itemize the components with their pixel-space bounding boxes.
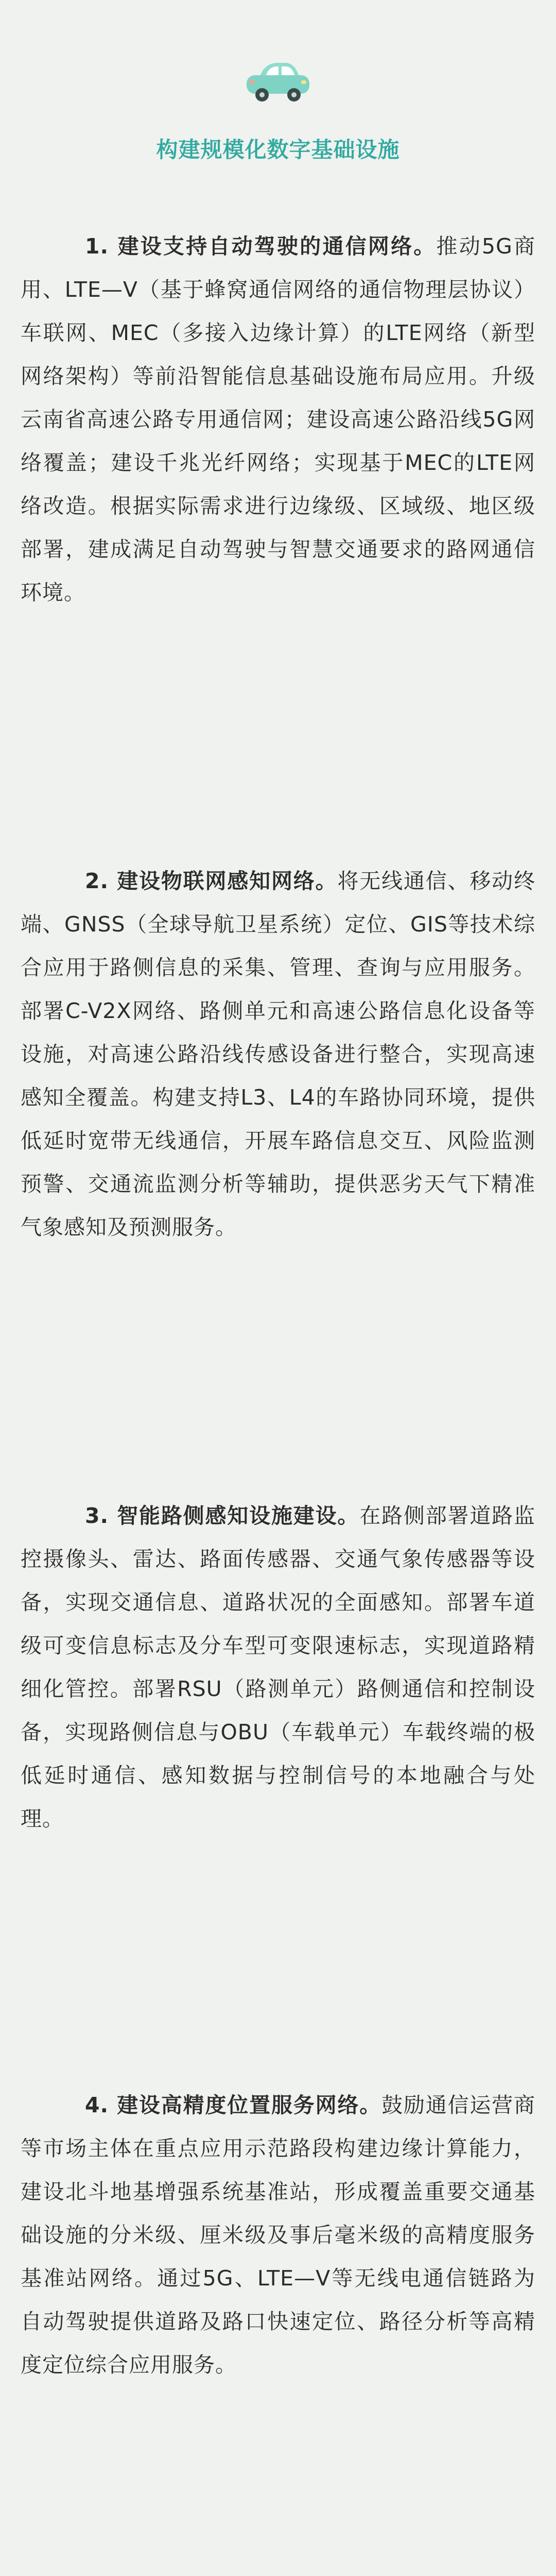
car-icon bbox=[239, 56, 317, 107]
section-3-body: 在路侧部署道路监控摄像头、雷达、路面传感器、交通气象传感器等设备，实现交通信息、道路状况的全面感知。部署车道级可变信息标志及分车型可变限速标志，实现道路精细化管控。部署RSU（路测单元）路侧通信和控制设备，实现路侧信息与OBU（车载单元）车载终端的极低延时通信、感知数据与控制信号的本地融合与处理。 bbox=[21, 1503, 535, 1831]
section-1-body: 推动5G商用、LTE—V（基于蜂窝通信网络的通信物理层协议）车联网、MEC（多接入边缘计算）的LTE网络（新型网络架构）等前沿智能信息基础设施布局应用。升级云南省高速公路专用通信网；建设高速公路沿线5G网络覆盖；建设千兆光纤网络；实现基于MEC的LTE网络改造。根据实际需求进行边缘级、区域级、地区级部署，建成满足自动驾驶与智慧交通要求的路网通信环境。 bbox=[21, 234, 535, 605]
page-title: 构建规模化数字基础设施 bbox=[156, 137, 400, 162]
section-4 bbox=[21, 2083, 535, 2386]
section-1-heading: 1. 建设支持自动驾驶的通信网络。 bbox=[85, 234, 437, 259]
section-4-heading: 4. 建设高精度位置服务网络。 bbox=[85, 2093, 382, 2117]
section-3-heading: 3. 智能路侧感知设施建设。 bbox=[85, 1503, 360, 1528]
section-2-heading: 2. 建设物联网感知网络。 bbox=[85, 869, 338, 893]
section-2-body: 将无线通信、移动终端、GNSS（全球导航卫星系统）定位、GIS等技术综合应用于路侧信息的采集、管理、查询与应用服务。部署C-V2X网络、路侧单元和高速公路信息化设备等设施，对高速公路沿线传感设备进行整合，实现高速感知全覆盖。构建支持L3、L4的车路协同环境，提供低延时宽带无线通信，开展车路信息交互、风险监测预警、交通流监测分析等辅助，提供恶劣天气下精准气象感知及预测服务。 bbox=[21, 869, 535, 1240]
header-icon-wrap bbox=[0, 56, 556, 112]
section-3 bbox=[21, 1494, 535, 1840]
section-4-body: 鼓励通信运营商等市场主体在重点应用示范路段构建边缘计算能力，建设北斗地基增强系统基准站，形成覆盖重要交通基础设施的分米级、厘米级及事后毫米级的高精度服务基准站网络。通过5G、LTE—V等无线电通信链路为自动驾驶提供道路及路口快速定位、路径分析等高精度定位综合应用服务。 bbox=[21, 2093, 535, 2377]
section-2 bbox=[21, 859, 535, 1249]
section-1 bbox=[21, 225, 535, 614]
